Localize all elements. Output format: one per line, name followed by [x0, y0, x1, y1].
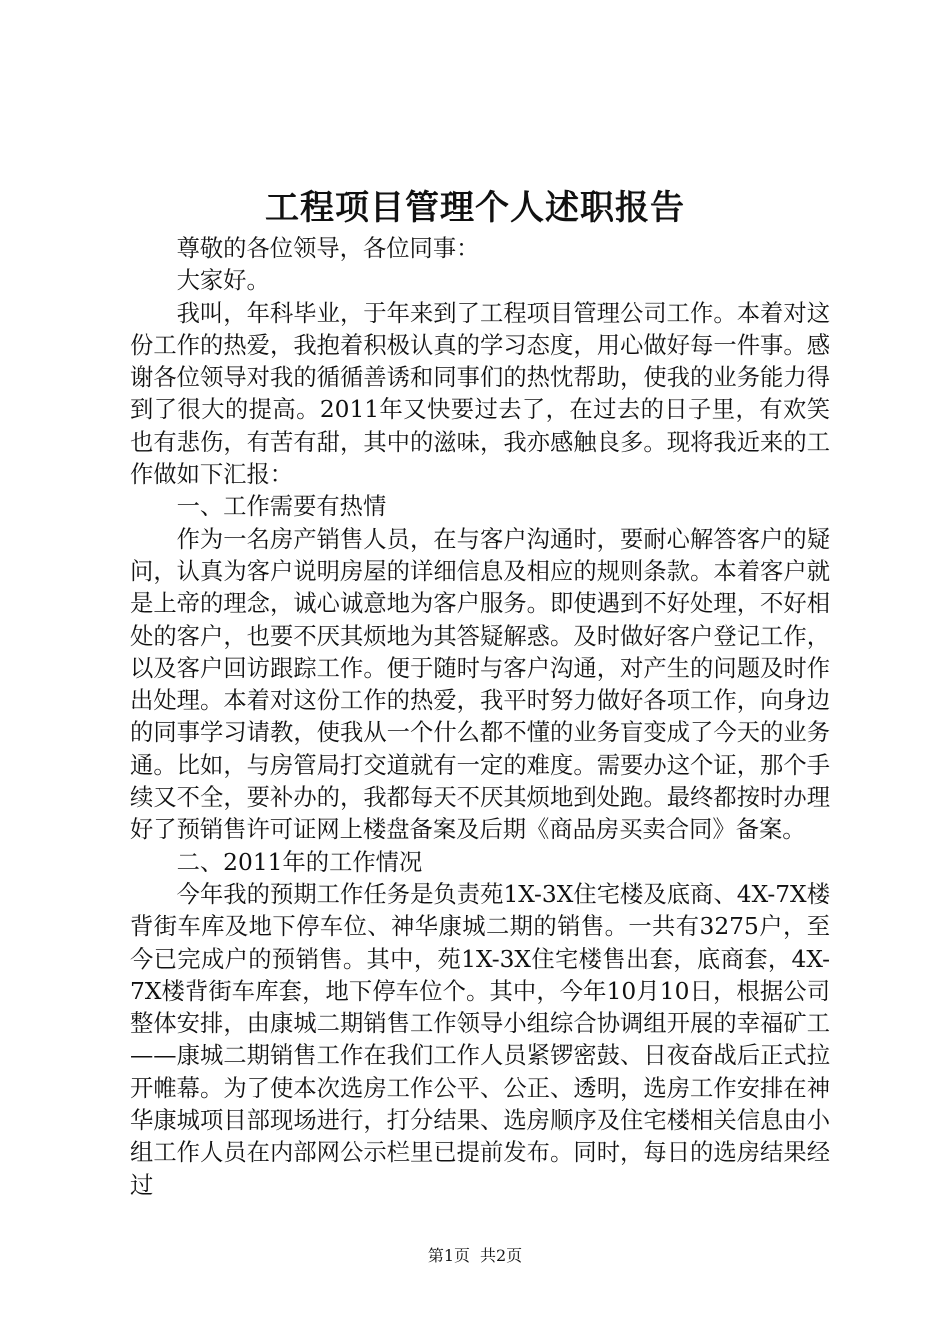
section-heading-2: 二、2011年的工作情况 [176, 848, 423, 876]
intro-paragraph: 我叫，年科毕业，于年来到了工程项目管理公司工作。本着对这份工作的热爱，我抱着积极认真的学习态度，用心做好每一件事。感谢各位领导对我的循循善诱和同事们的热忱帮助，使我的业务能力得到了很大的提高。2011年又快要过去了，在过去的日子里，有欢笑也有悲伤，有苦有甜，其中的滋味，我亦感触良多。现将我近来的工作做如下汇报： [130, 299, 830, 489]
page-footer [0, 1244, 950, 1268]
salutation: 尊敬的各位领导，各位同事： [176, 235, 480, 262]
page-number: 第1页 [427, 1246, 470, 1265]
document-body [130, 233, 830, 1202]
greeting: 大家好。 [176, 267, 270, 295]
section-1-paragraph: 作为一名房产销售人员，在与客户沟通时，要耐心解答客户的疑问，认真为客户说明房屋的详细信息及相应的规则条款。本着客户就是上帝的理念，诚心诚意地为客户服务。即使遇到不好处理，不好相处的客户，也要不厌其烦地为其答疑解惑。及时做好客户登记工作，以及客户回访跟踪工作。便于随时与客户沟通，对产生的问题及时作出处理。本着对这份工作的热爱，我平时努力做好各项工作，向身边的同事学习请教，使我从一个什么都不懂的业务盲变成了今天的业务通。比如，与房管局打交道就有一定的难度。需要办这个证，那个手续又不全，要补办的，我都每天不厌其烦地到处跑。最终都按时办理好了预销售许可证网上楼盘备案及后期《商品房买卖合同》备案。 [130, 525, 830, 844]
section-2-paragraph: 今年我的预期工作任务是负责苑1X-3X住宅楼及底商、4X-7X楼背街车库及地下停车位、神华康城二期的销售。一共有3275户，至今已完成户的预销售。其中，苑1X-3X住宅楼售出套，底商套，4X-7X楼背街车库套，地下停车位个。其中，今年10月10日，根据公司整体安排，由康城二期销售工作领导小组综合协调组开展的幸福矿工——康城二期销售工作在我们工作人员紧锣密鼓、日夜奋战后正式拉开帷幕。为了使本次选房工作公平、公正、透明，选房工作安排在神华康城项目部现场进行，打分结果、选房顺序及住宅楼相关信息由小组工作人员在内部网公示栏里已提前发布。同时，每日的选房结果经过 [130, 880, 830, 1199]
document-title: 工程项目管理个人述职报告 [265, 188, 685, 228]
section-heading-1: 一、工作需要有热情 [176, 493, 387, 521]
page-total: 共2页 [480, 1246, 523, 1265]
